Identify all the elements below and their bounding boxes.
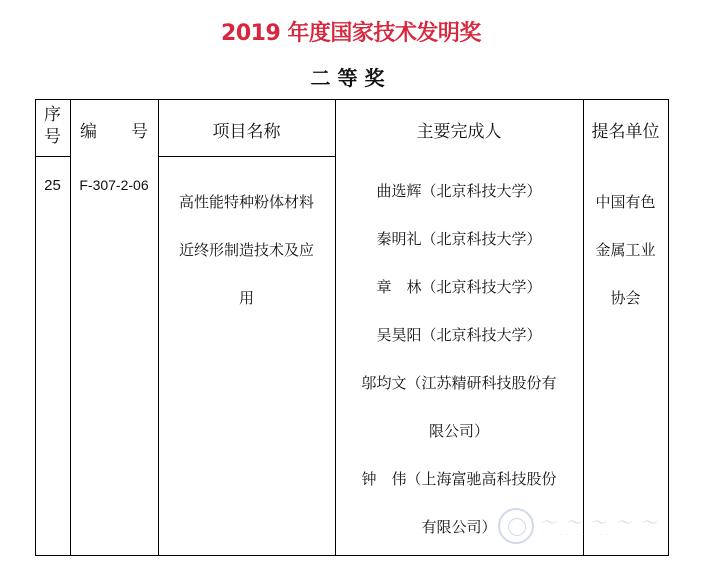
row-people [340,178,578,562]
row-seq: 25 [44,177,61,194]
header-seq [35,104,70,148]
table-top-rule [35,99,668,100]
column-rule [335,99,336,556]
header-code-char: 号 [131,122,148,142]
unit-line: 中国有色 [595,193,656,211]
award-title: 2019 年度国家技术发明奖 [221,21,481,46]
table-left-rule [35,99,36,556]
column-rule [583,99,584,556]
watermark-logo [498,506,688,546]
header-code-char: 编 [80,122,97,142]
award-level: 二等奖 [310,66,392,90]
project-line: 高性能特种粉体材料 [178,193,314,211]
person-line: 章 林（北京科技大学） [376,278,542,296]
person-line: 吴昊阳（北京科技大学） [376,326,542,344]
unit-line: 金属工业 [595,241,656,259]
person-line: 秦明礼（北京科技大学） [376,230,542,248]
header-seq-char: 号 [44,127,61,147]
row-code: F-307-2-06 [79,177,149,193]
header-project: 项目名称 [212,122,281,142]
header-divider-rule [158,156,335,157]
project-line: 近终形制造技术及应 [178,241,314,259]
person-line: 钟 伟（上海富驰高科技股份 [361,470,557,488]
column-rule [158,99,159,556]
watermark-url: · · · · · · · · · · · · · [542,532,615,539]
unit-line: 协会 [610,289,641,307]
header-seq-char: 序 [44,105,61,125]
seal-icon [498,508,534,544]
header-people: 主要完成人 [416,122,502,142]
project-line: 用 [238,289,254,307]
row-unit [588,178,663,322]
header-divider-rule [35,156,70,157]
header-unit: 提名单位 [591,122,660,142]
person-line: 邬均文（江苏精研科技股份有 [361,374,557,392]
header-code [70,117,158,142]
watermark-brand: 〜 〜 〜 〜 〜 [540,513,659,532]
row-project [163,178,330,322]
column-rule [70,99,71,556]
table-right-rule [668,99,669,556]
person-line: 曲选辉（北京科技大学） [376,182,542,200]
person-line: 限公司） [428,422,489,440]
person-line: 有限公司） [421,518,497,536]
